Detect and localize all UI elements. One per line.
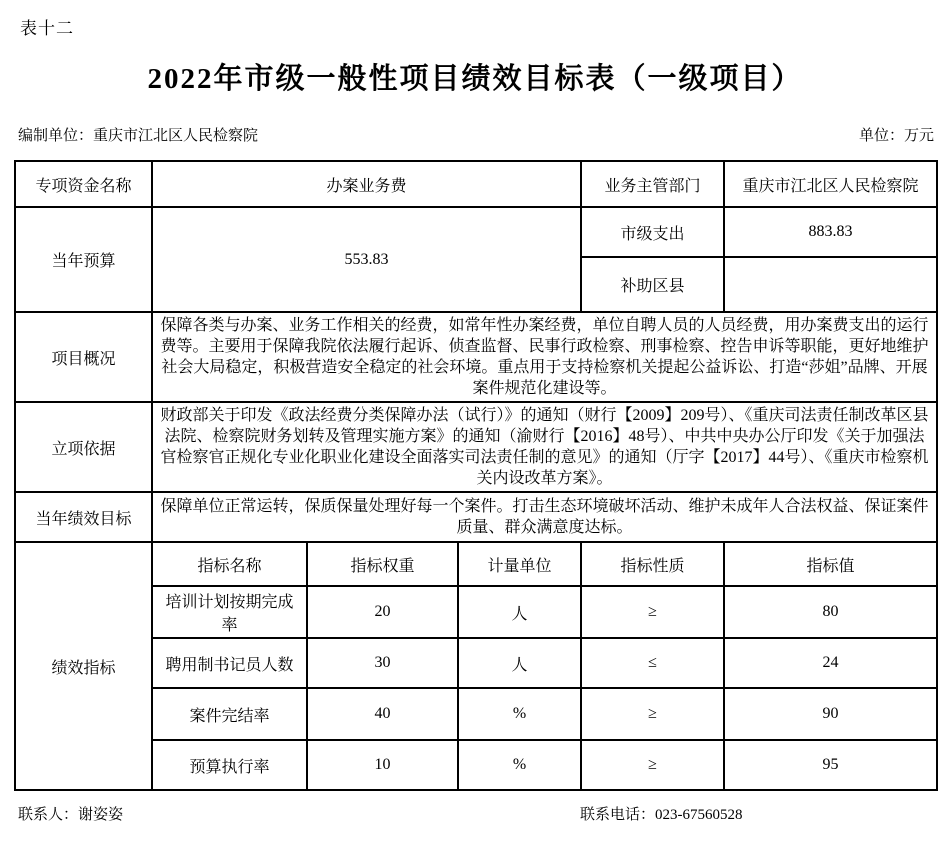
fund-name-value-cell: 办案业务费 (152, 161, 581, 207)
table-number-tag: 表十二 (20, 19, 74, 38)
subsidy-label-cell: 补助区县 (581, 257, 724, 312)
basis-text-cell: 财政部关于印发《政法经费分类保障办法（试行）》的通知（财行【2009】209号）、《重庆司法责任制改革区县法院、检察院财务划转及管理实施方案》的通知（渝财行【2016】48号）、中共中央办公厅印发《关于加强法官检察官正规化专业化职业化建设全面落实司法责任制的意见》的通知（厅字【2017】44号）、《重庆市检察机关内设改革方案》。 (152, 402, 937, 492)
table-row (15, 312, 937, 402)
indicator-value: 24 (724, 638, 937, 688)
indicator-value: 95 (724, 740, 937, 790)
table-row (15, 161, 937, 207)
indicator-row (15, 638, 937, 688)
performance-target-table (14, 160, 938, 791)
indicator-weight: 20 (307, 586, 458, 638)
overview-text-cell: 保障各类与办案、业务工作相关的经费，如常年性办案经费，单位自聘人员的人员经费，用办案费支出的运行费等。主要用于保障我院依法履行起诉、侦查监督、民事行政检察、刑事检察、控告申诉等职能，更好地维护社会大局稳定，积极营造安全稳定的社会环境。重点用于支持检察机关提起公益诉讼、打造“莎姐”品牌、开展案件规范化建设等。 (152, 312, 937, 402)
goal-label-cell: 当年绩效目标 (15, 492, 152, 542)
indicator-name: 预算执行率 (152, 740, 307, 790)
subsidy-value-cell (724, 257, 937, 312)
indicator-unit: % (458, 688, 581, 740)
indicator-name: 案件完结率 (152, 688, 307, 740)
indicator-value: 80 (724, 586, 937, 638)
indicator-nature: ≤ (581, 638, 724, 688)
indicator-header-unit: 计量单位 (458, 542, 581, 586)
indicator-weight: 10 (307, 740, 458, 790)
unit-text: 单位：万元 (858, 128, 934, 144)
indicators-section-label-cell: 绩效指标 (15, 542, 152, 790)
indicator-header-value: 指标值 (724, 542, 937, 586)
indicator-row (15, 688, 937, 740)
contact-phone-text: 联系电话：023-67560528 (580, 807, 743, 823)
indicator-weight: 30 (307, 638, 458, 688)
dept-label-cell: 业务主管部门 (581, 161, 724, 207)
budget-label-cell: 当年预算 (15, 207, 152, 312)
indicator-header-name: 指标名称 (152, 542, 307, 586)
overview-label-cell: 项目概况 (15, 312, 152, 402)
indicator-unit: % (458, 740, 581, 790)
table-row (15, 402, 937, 492)
goal-text-cell: 保障单位正常运转，保质保量处理好每一个案件。打击生态环境破坏活动、维护未成年人合法权益、保证案件质量、群众满意度达标。 (152, 492, 937, 542)
indicator-header-nature: 指标性质 (581, 542, 724, 586)
contact-person-text: 联系人：谢姿姿 (18, 807, 124, 823)
budget-value-cell: 553.83 (152, 207, 581, 312)
indicator-unit: 人 (458, 586, 581, 638)
indicator-name: 培训计划按期完成率 (152, 586, 307, 638)
city-expense-value-cell: 883.83 (724, 207, 937, 257)
indicator-nature: ≥ (581, 688, 724, 740)
prepared-by-text: 编制单位：重庆市江北区人民检察院 (18, 128, 259, 144)
page-title: 2022年市级一般性项目绩效目标表（一级项目） (147, 63, 803, 95)
city-expense-label-cell: 市级支出 (581, 207, 724, 257)
indicator-unit: 人 (458, 638, 581, 688)
indicator-name: 聘用制书记员人数 (152, 638, 307, 688)
basis-label-cell: 立项依据 (15, 402, 152, 492)
table-row (15, 492, 937, 542)
indicator-header-row (15, 542, 937, 586)
indicator-header-weight: 指标权重 (307, 542, 458, 586)
indicator-row (15, 586, 937, 638)
meta-row (18, 124, 934, 145)
indicator-row (15, 740, 937, 790)
dept-value-cell: 重庆市江北区人民检察院 (724, 161, 937, 207)
table-row (15, 207, 937, 257)
indicator-value: 90 (724, 688, 937, 740)
indicator-nature: ≥ (581, 740, 724, 790)
fund-name-label-cell: 专项资金名称 (15, 161, 152, 207)
indicator-nature: ≥ (581, 586, 724, 638)
indicator-weight: 40 (307, 688, 458, 740)
